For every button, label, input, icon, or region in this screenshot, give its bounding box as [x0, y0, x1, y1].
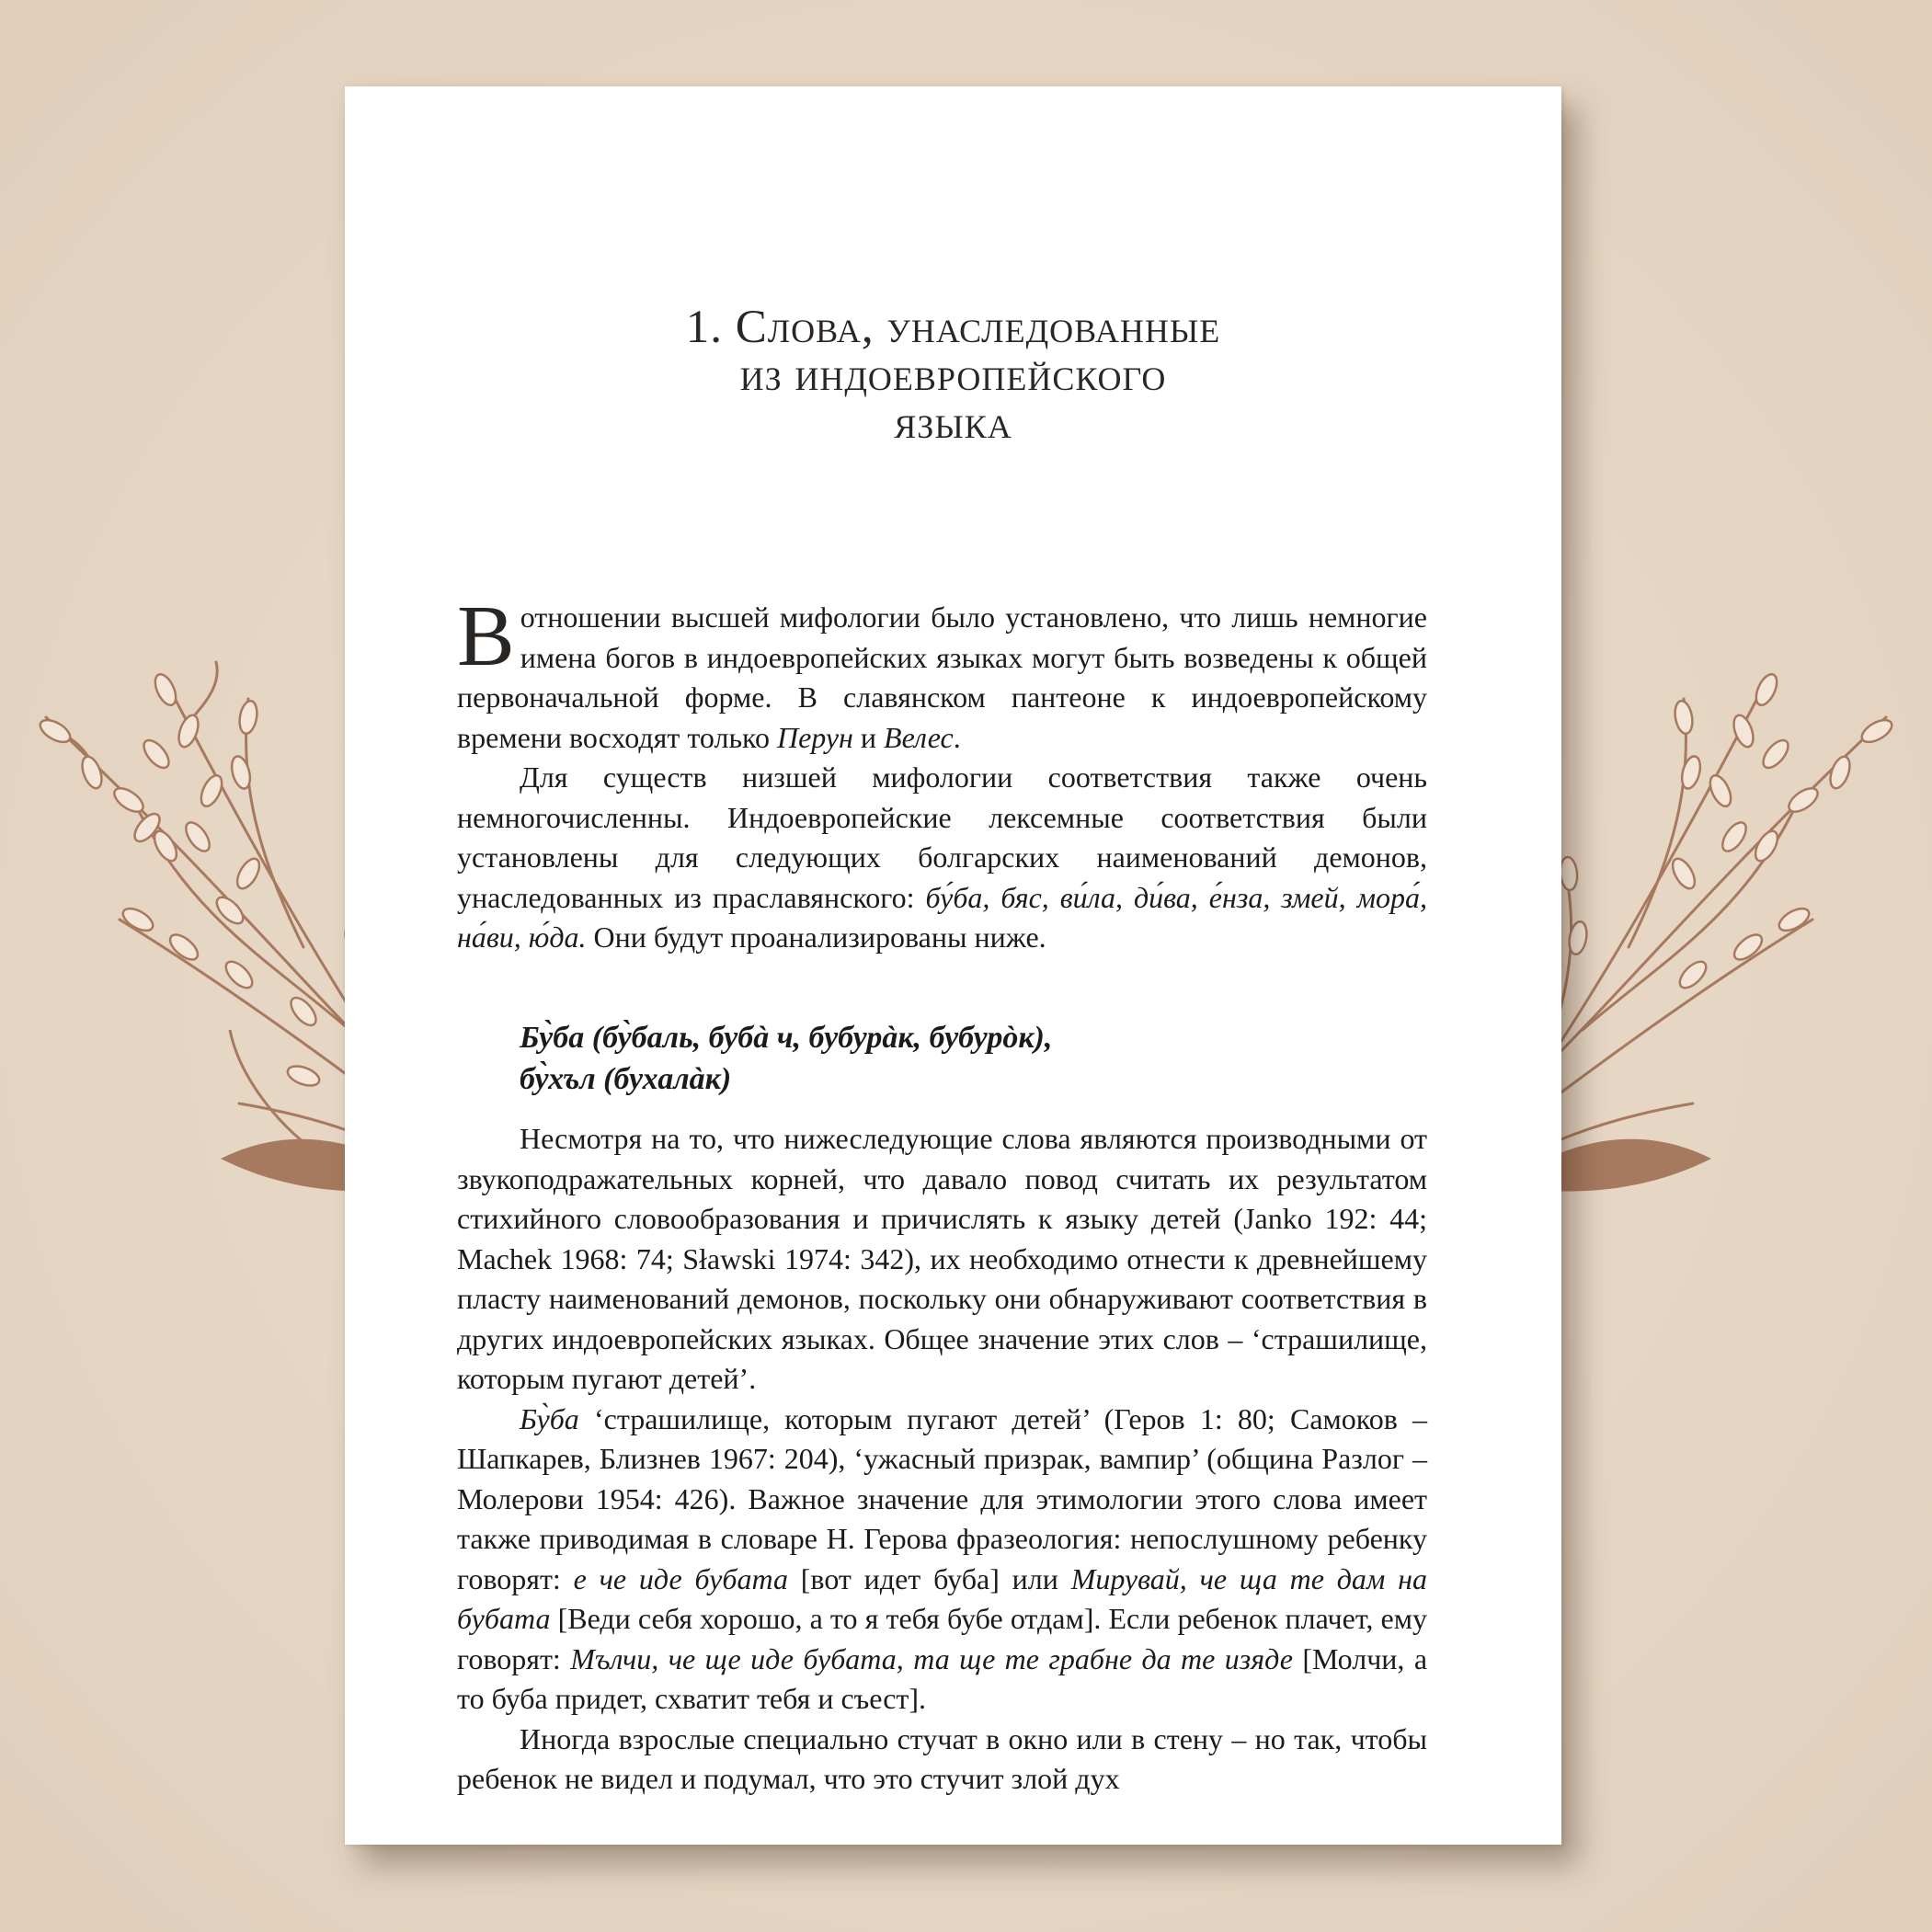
- intro-paragraph-1: В отношении высшей мифологии было установлено, что лишь немногие имена богов в индоевропейских языках могут быть возведены к общей первоначальной форме. В славянском пантеоне к индоевропейскому времени восходят только Перун и Велес.: [457, 589, 1427, 754]
- section-heading-line-2: бу̀хъл (бухалàк): [520, 1062, 732, 1096]
- section-heading-line-1: Бу̀ба (бу̀баль, бубà ч, бубурàк, бубурòк),: [520, 1021, 1053, 1055]
- section-body: [457, 1119, 1427, 1800]
- section-paragraph-3: Иногда взрослые специально стучат в окно или в стену – но так, чтобы ребенок не видел и подумал, что это стучит злой дух: [457, 1721, 1427, 1795]
- section-paragraph-1: Несмотря на то, что нижеследующие слова являются производными от звукоподражательных корней, что давало повод считать их результатом стихийного словообразования и причислять к языку детей (Janko 192: 44; Machek 1968: 74; Sławski 1974: 342), их необходимо отнести к древнейшему пласту наименований демонов, поскольку они обнаруживают соответствия в других индоевропейских языках. Общее значение этих слов – ‘страшилище, которым пугают детей’.: [457, 1122, 1427, 1395]
- book-page: [345, 86, 1561, 1845]
- section-paragraph-2: Бу̀ба ‘страшилище, которым пугают детей’ (Геров 1: 80; Самоков – Шапкарев, Близнев 1967: 204), ‘ужасный призрак, вампир’ (община Разлог – Молерови 1954: 426). Важное значение для этимологии этого слова имеет также приводимая в словаре Н. Герова фразеология: непослушному ребенку говорят: е че иде бубата [вот идет буба] или Мирувай, че ща те дам на бубата [Веди себя хорошо, а то я тебя бубе отдам]. Если ребенок плачет, ему говорят: Мълчи, че ще иде бубата, та ще те грабне да те изяде [Молчи, а то буба придет, схватит тебя и съест].: [457, 1401, 1428, 1715]
- chapter-title-line-3: языка: [894, 397, 1012, 449]
- demon-names-list: бу́ба, бяс, ви́ла, ди́ва, е́нза, змей, мора́, на́ви, ю́да.: [457, 880, 1427, 954]
- chapter-title-line-1: 1. Слова, унаследованные: [685, 302, 1221, 353]
- section-heading: [520, 1017, 1052, 1100]
- god-name-veles: Велес: [884, 720, 954, 754]
- drop-cap: В: [457, 589, 515, 684]
- intro-paragraph-2: Для существ низшей мифологии соответствия также очень немногочисленны. Индоевропейские лексемные соответствия были установлены для следующих болгарских наименований демонов, унаследованных из праславянского: бу́ба, бяс, ви́ла, ди́ва, е́нза, змей, мора́, на́ви, ю́да. Они будут проанализированы ниже.: [457, 760, 1427, 954]
- god-name-perun: Перун: [776, 720, 853, 754]
- intro-block: [457, 589, 1427, 958]
- chapter-title-line-2: из индоевропейского: [739, 349, 1167, 401]
- chapter-title: [345, 303, 1561, 447]
